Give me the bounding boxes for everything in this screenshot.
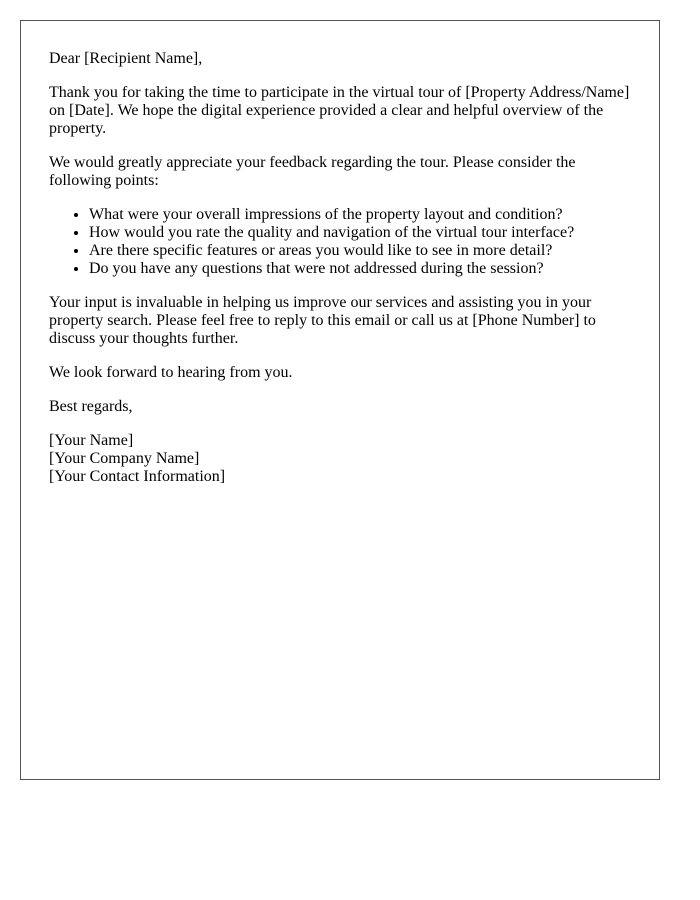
intro-paragraph: Thank you for taking the time to participate in the virtual tour of [Property Address/Name] on [Date]. We hope the digital experience provided a clear and helpful overview of the property. bbox=[49, 84, 630, 137]
signature-company: [Your Company Name] bbox=[49, 450, 200, 467]
input-paragraph: Your input is invaluable in helping us improve our services and assisting you in your property search. Please feel free to reply to this email or call us at [Phone Number] to discuss your thoughts further. bbox=[49, 294, 596, 347]
signature-name: [Your Name] bbox=[49, 432, 134, 449]
closing-paragraph: We look forward to hearing from you. bbox=[49, 364, 293, 381]
list-item: • Do you have any questions that were not addressed during the session? bbox=[89, 260, 631, 278]
feedback-points-list bbox=[49, 206, 631, 278]
signature-contact: [Your Contact Information] bbox=[49, 468, 226, 485]
request-paragraph: We would greatly appreciate your feedback regarding the tour. Please consider the following points: bbox=[49, 154, 576, 189]
sign-off: Best regards, bbox=[49, 398, 133, 415]
list-item: • What were your overall impressions of the property layout and condition? bbox=[89, 206, 631, 224]
signature-block bbox=[49, 432, 631, 486]
list-item: • How would you rate the quality and navigation of the virtual tour interface? bbox=[89, 224, 631, 242]
greeting: Dear [Recipient Name], bbox=[49, 50, 203, 67]
list-item: • Are there specific features or areas you would like to see in more detail? bbox=[89, 242, 631, 260]
letter-container bbox=[20, 20, 660, 780]
